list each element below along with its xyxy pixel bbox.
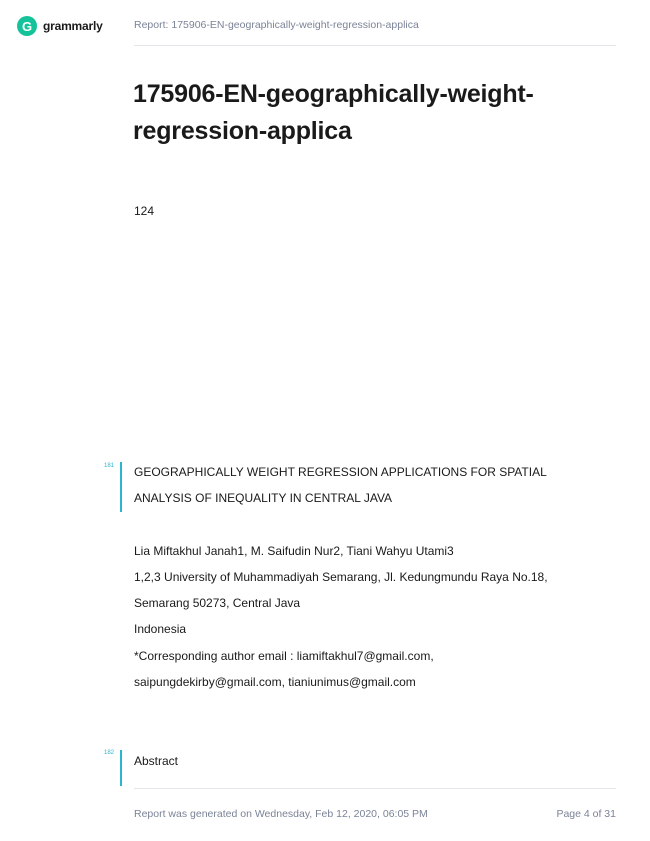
paragraph-marker xyxy=(120,462,122,512)
page-indicator: Page 4 of 31 xyxy=(556,808,616,820)
paragraph-line: GEOGRAPHICALLY WEIGHT REGRESSION APPLICATIONS FOR SPATIAL xyxy=(134,465,547,479)
page-number-text: 124 xyxy=(134,204,155,218)
abstract-heading: Abstract xyxy=(134,754,179,768)
footer-divider xyxy=(134,788,616,789)
grammarly-logo xyxy=(17,16,103,36)
header-divider xyxy=(134,45,616,46)
email-line: saipungdekirby@gmail.com, tianiunimus@gmail.com xyxy=(134,675,416,689)
report-title: Report: 175906-EN-geographically-weight-regression-applica xyxy=(134,19,419,31)
paragraph-line: ANALYSIS OF INEQUALITY IN CENTRAL JAVA xyxy=(134,491,393,505)
paragraph-number: 182 xyxy=(104,750,115,756)
paragraph-marker xyxy=(120,750,122,786)
country-line: Indonesia xyxy=(134,622,187,636)
document-title: 175906-EN-geographically-weight-regression-applica xyxy=(133,80,534,145)
affiliation-line: Semarang 50273, Central Java xyxy=(134,596,301,610)
grammarly-g-icon: G xyxy=(17,16,37,36)
affiliation-line: 1,2,3 University of Muhammadiyah Semarang, Jl. Kedungmundu Raya No.18, xyxy=(134,570,548,584)
paragraph-number: 181 xyxy=(104,463,115,469)
report-generated-text: Report was generated on Wednesday, Feb 12, 2020, 06:05 PM xyxy=(134,808,428,820)
logo-text: grammarly xyxy=(43,19,103,33)
authors-line: Lia Miftakhul Janah1, M. Saifudin Nur2, Tiani Wahyu Utami3 xyxy=(134,544,454,558)
email-line: *Corresponding author email : liamiftakhul7@gmail.com, xyxy=(134,649,434,663)
